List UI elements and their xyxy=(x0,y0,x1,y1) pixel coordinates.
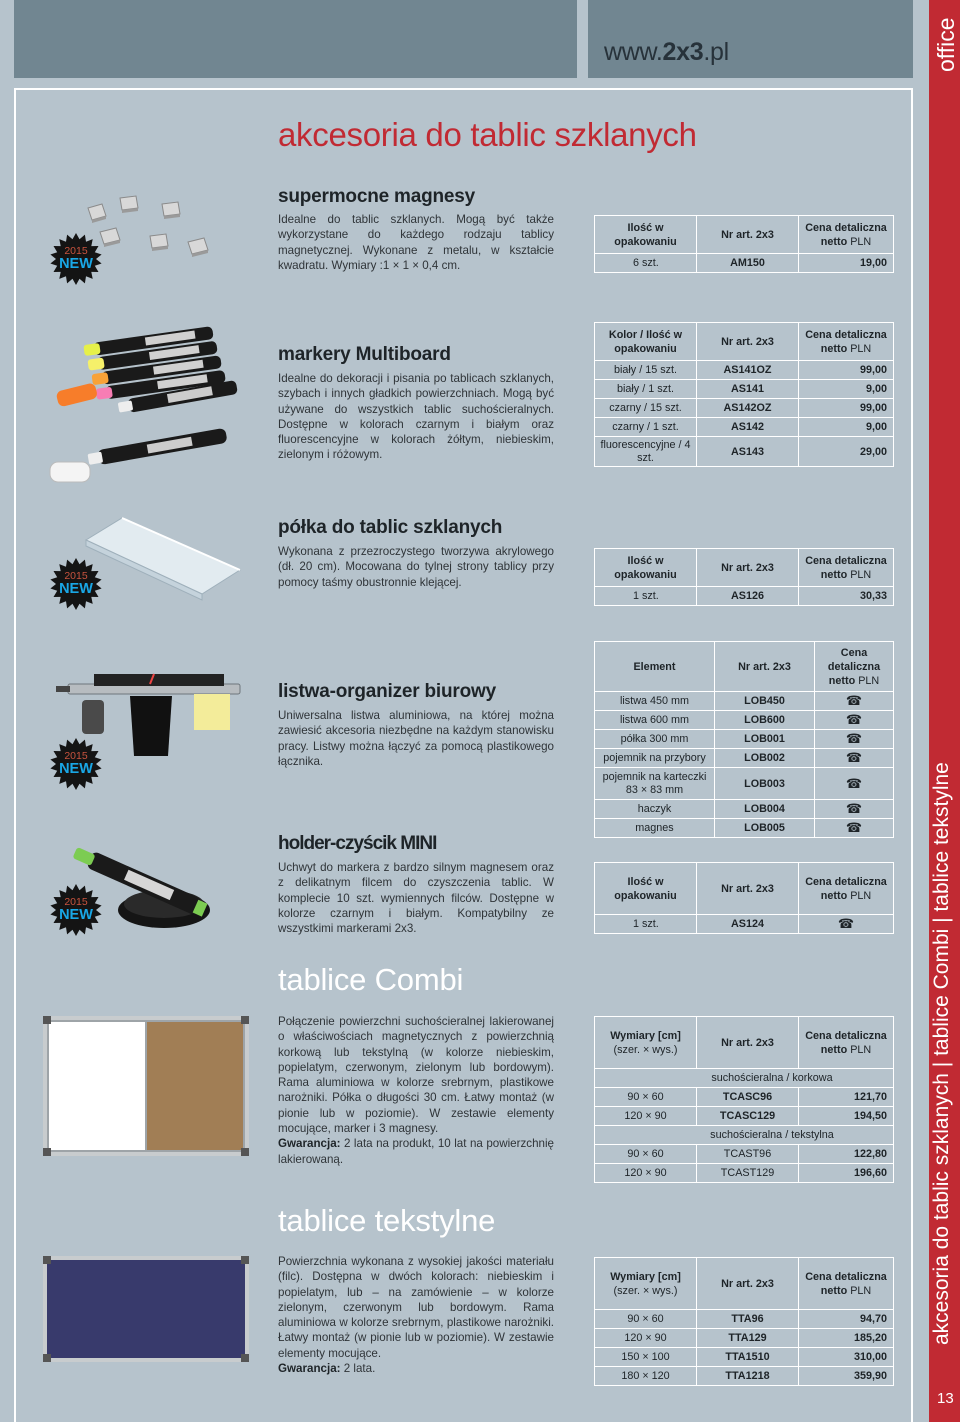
header-element: Element xyxy=(595,642,715,692)
table-cell: 94,70 xyxy=(799,1310,894,1329)
header-color-quantity: Kolor / Ilość w opakowaniu xyxy=(595,323,697,361)
listwa-price-table xyxy=(594,641,894,838)
table-cell: czarny / 1 szt. xyxy=(595,418,697,437)
table-cell: AS141 xyxy=(697,380,799,399)
polka-title: półka do tablic szklanych xyxy=(278,517,503,538)
table-cell: pojemnik na karteczki 83 × 83 mm xyxy=(595,768,715,800)
table-cell: AS141OZ xyxy=(697,361,799,380)
table-section-label: suchościeralna / korkowa xyxy=(595,1069,894,1088)
table-cell: 90 × 60 xyxy=(595,1145,697,1164)
table-cell: 122,80 xyxy=(799,1145,894,1164)
table-cell: 90 × 60 xyxy=(595,1310,697,1329)
table-cell: LOB002 xyxy=(715,749,815,768)
holder-cleaner-image xyxy=(64,842,214,932)
table-cell: 194,50 xyxy=(799,1107,894,1126)
table-cell: AS124 xyxy=(697,915,799,934)
table-cell: 185,20 xyxy=(799,1329,894,1348)
table-cell: AM150 xyxy=(697,254,799,273)
new-badge: 2015 NEW xyxy=(50,233,102,285)
table-cell: 150 × 100 xyxy=(595,1348,697,1367)
polka-price-table xyxy=(594,548,894,606)
table-cell: LOB005 xyxy=(715,819,815,838)
combi-board-image xyxy=(43,1016,249,1156)
tekstylne-title: tablice tekstylne xyxy=(278,1203,496,1238)
combi-title: tablice Combi xyxy=(278,962,464,997)
page-number: 13 xyxy=(937,1390,954,1407)
page-title: akcesoria do tablic szklanych xyxy=(278,116,697,153)
listwa-description: Uniwersalna listwa aluminiowa, na której można zawiesić akcesoria niezbędne na każdym stanowisku pracy. Listwy można łączyć za pomocą plastikowego łącznika. xyxy=(278,709,554,768)
table-cell: 29,00 xyxy=(799,437,894,467)
header-banner-left xyxy=(14,0,577,78)
header-article: Nr art. 2x3 xyxy=(697,549,799,587)
listwa-title: listwa-organizer biurowy xyxy=(278,681,496,702)
website-url[interactable]: www.2x3.pl xyxy=(604,38,729,66)
table-cell: 121,70 xyxy=(799,1088,894,1107)
header-article: Nr art. 2x3 xyxy=(697,863,799,915)
table-cell: pojemnik na przybory xyxy=(595,749,715,768)
markery-price-table xyxy=(594,322,894,467)
table-cell: TCASC96 xyxy=(697,1088,799,1107)
table-cell: 180 × 120 xyxy=(595,1367,697,1386)
header-price: Cena detaliczna netto PLN xyxy=(799,323,894,361)
table-cell: 9,00 xyxy=(799,380,894,399)
phone-icon: ☎ xyxy=(815,800,894,819)
table-cell: TTA1510 xyxy=(697,1348,799,1367)
markers-image xyxy=(48,320,238,490)
table-cell: LOB450 xyxy=(715,692,815,711)
table-cell: listwa 450 mm xyxy=(595,692,715,711)
tekstylne-description: Powierzchnia wykonana z wysokiej jakości materiału (filc). Dostępna w dwóch kolorach: niebieskim i popielatym, lub – na zamówienie – w kolorze zielonym, czerwonym lub bordowym. Rama aluminiowa w kolorze srebrnym, plastikowe narożniki. Łatwy montaż (w pionie lub w poziomie). W zestawie elementy mocujące. Gwarancja: 2 lata. xyxy=(278,1255,554,1376)
magnesy-description: Idealne do tablic szklanych. Mogą być także wykorzystane do każdego rodzaju tablicy magnetycznej. Wykonane z metalu, w kształcie kwadratu. Wymiary :1 × 1 × 0,4 cm. xyxy=(278,213,554,272)
table-cell: 6 szt. xyxy=(595,254,697,273)
combi-price-table xyxy=(594,1016,894,1183)
new-badge: 2015 NEW xyxy=(50,738,102,790)
phone-icon: ☎ xyxy=(815,768,894,800)
table-cell: 30,33 xyxy=(799,587,894,606)
holder-description: Uchwyt do markera z bardzo silnym magnesem oraz z delikatnym filcem do czyszczenia tablic. W komplecie 10 szt. wymiennych filców. Dostępne w kolorze czarnym i białym. Kompatybilny ze wszystkimi markerami 2x3. xyxy=(278,861,554,936)
table-cell: LOB001 xyxy=(715,730,815,749)
table-cell: LOB003 xyxy=(715,768,815,800)
organizer-rail-image xyxy=(54,672,244,762)
table-cell: 120 × 90 xyxy=(595,1329,697,1348)
table-cell: 196,60 xyxy=(799,1164,894,1183)
table-cell: 120 × 90 xyxy=(595,1164,697,1183)
header-quantity: Ilość w opakowaniu xyxy=(595,863,697,915)
header-quantity: Ilość w opakowaniu xyxy=(595,549,697,587)
combi-description: Połączenie powierzchni suchościeralnej lakierowanej o właściwościach magnetycznych z powierzchnią korkową lub tekstylną (w kolorze niebieskim, popielatym, czerwonym, zielonym lub bordowym). Rama aluminiowa w kolorze srebrnym, plastikowe narożniki. Półka o długości 30 cm. Łatwy montaż (w pionie lub w poziomie). W zestawie elementy mocujące, marker i 3 magnesy. Gwarancja: 2 lata na produkt, 10 lat na powierzchnię lakierowaną. xyxy=(278,1015,554,1166)
table-cell: 1 szt. xyxy=(595,587,697,606)
table-cell: AS143 xyxy=(697,437,799,467)
phone-icon: ☎ xyxy=(815,711,894,730)
table-cell: biały / 1 szt. xyxy=(595,380,697,399)
table-cell: 310,00 xyxy=(799,1348,894,1367)
textile-board-image xyxy=(43,1256,249,1362)
new-badge: 2015 NEW xyxy=(50,884,102,936)
magnets-image xyxy=(80,190,220,270)
table-cell: 1 szt. xyxy=(595,915,697,934)
holder-price-table xyxy=(594,862,894,934)
acrylic-shelf-image xyxy=(82,512,242,602)
table-cell: LOB600 xyxy=(715,711,815,730)
polka-description: Wykonana z przezroczystego tworzywa akrylowego (dł. 20 cm). Mocowana do tylnej strony tablicy przy pomocy taśmy obustronnie klejącej. xyxy=(278,545,554,589)
table-cell: 359,90 xyxy=(799,1367,894,1386)
table-cell: czarny / 15 szt. xyxy=(595,399,697,418)
header-price: Cena detaliczna netto PLN xyxy=(815,642,894,692)
table-cell: TCAST129 xyxy=(697,1164,799,1183)
table-cell: 120 × 90 xyxy=(595,1107,697,1126)
header-article: Nr art. 2x3 xyxy=(697,216,799,254)
header-price: Cena detaliczna netto PLN xyxy=(799,1017,894,1069)
table-cell: haczyk xyxy=(595,800,715,819)
table-cell: TTA1218 xyxy=(697,1367,799,1386)
header-price: Cena detaliczna netto PLN xyxy=(799,549,894,587)
table-cell: AS142 xyxy=(697,418,799,437)
table-cell: TTA129 xyxy=(697,1329,799,1348)
side-strip-category: office xyxy=(933,17,959,72)
table-cell: AS142OZ xyxy=(697,399,799,418)
table-section-label: suchościeralna / tekstylna xyxy=(595,1126,894,1145)
table-cell: LOB004 xyxy=(715,800,815,819)
table-cell: magnes xyxy=(595,819,715,838)
phone-icon: ☎ xyxy=(799,915,894,934)
table-cell: TCASC129 xyxy=(697,1107,799,1126)
tekstylne-price-table xyxy=(594,1257,894,1386)
holder-title: holder-czyścik MINI xyxy=(278,833,437,854)
table-cell: półka 300 mm xyxy=(595,730,715,749)
header-dimensions: Wymiary [cm] (szer. × wys.) xyxy=(595,1017,697,1069)
markery-description: Idealne do dekoracji i pisania po tablicach szklanych, szybach i innych gładkich powierzchniach. Mogą być używane do wszystkich tablic suchościeralnych. Dostępne w kolorach czarnym i białym oraz fluorescencyjne w kolorach żółtym, niebieskim, zielonym i różowym. xyxy=(278,372,554,462)
table-cell: TTA96 xyxy=(697,1310,799,1329)
markery-title: markery Multiboard xyxy=(278,344,451,365)
header-price: Cena detaliczna netto PLN xyxy=(799,863,894,915)
header-article: Nr art. 2x3 xyxy=(697,1017,799,1069)
header-dimensions: Wymiary [cm] (szer. × wys.) xyxy=(595,1258,697,1310)
header-quantity: Ilość w opakowaniu xyxy=(595,216,697,254)
phone-icon: ☎ xyxy=(815,749,894,768)
phone-icon: ☎ xyxy=(815,819,894,838)
table-cell: 90 × 60 xyxy=(595,1088,697,1107)
header-price: Cena detaliczna netto PLN xyxy=(799,1258,894,1310)
header-article: Nr art. 2x3 xyxy=(697,323,799,361)
new-badge: 2015 NEW xyxy=(50,558,102,610)
phone-icon: ☎ xyxy=(815,692,894,711)
header-price: Cena detaliczna netto PLN xyxy=(799,216,894,254)
header-article: Nr art. 2x3 xyxy=(697,1258,799,1310)
table-cell: AS126 xyxy=(697,587,799,606)
magnesy-price-table xyxy=(594,215,894,273)
table-cell: 19,00 xyxy=(799,254,894,273)
table-cell: 9,00 xyxy=(799,418,894,437)
table-cell: biały / 15 szt. xyxy=(595,361,697,380)
phone-icon: ☎ xyxy=(815,730,894,749)
table-cell: 99,00 xyxy=(799,361,894,380)
table-cell: fluorescencyjne / 4 szt. xyxy=(595,437,697,467)
side-strip-sections: akcesoria do tablic szklanych | tablice Combi | tablice tekstylne xyxy=(930,762,953,1345)
table-cell: TCAST96 xyxy=(697,1145,799,1164)
table-cell: listwa 600 mm xyxy=(595,711,715,730)
header-article: Nr art. 2x3 xyxy=(715,642,815,692)
magnesy-title: supermocne magnesy xyxy=(278,186,476,207)
table-cell: 99,00 xyxy=(799,399,894,418)
